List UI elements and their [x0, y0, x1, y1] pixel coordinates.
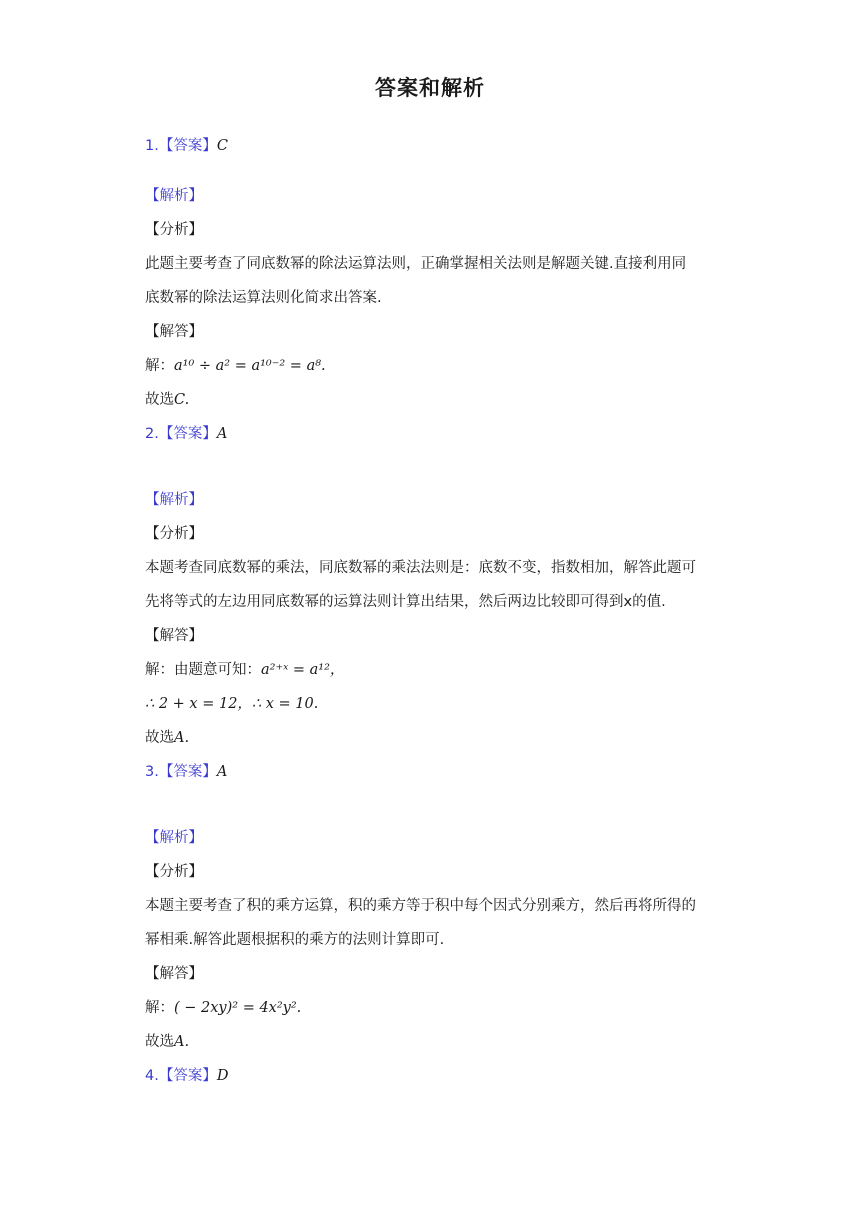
q1-conclusion [145, 390, 189, 410]
q2-conclusion-choice: A. [174, 730, 190, 746]
q2-answer: A [216, 426, 228, 442]
q3-jiexi-heading: 【解析】 [145, 830, 203, 846]
q2-jieda-heading: 【解答】 [145, 628, 203, 644]
q4-answer-tag: 【答案】 [158, 1068, 217, 1084]
q4-number: 4. [145, 1068, 159, 1084]
q1-solution-prefix: 解： [145, 358, 174, 374]
q1-jiexi-heading: 【解析】 [145, 188, 203, 204]
page-title: 答案和解析 [375, 76, 485, 100]
q1-conclusion-prefix: 故选 [145, 392, 174, 408]
q3-answer-line [145, 762, 227, 782]
q3-solution-math: ( − 2xy)² = 4x²y². [174, 1000, 302, 1016]
q1-solution-math: a¹⁰ ÷ a² = a¹⁰⁻² = a⁸. [174, 358, 326, 374]
q2-answer-tag: 【答案】 [158, 426, 217, 442]
q2-jiexi-heading: 【解析】 [145, 492, 203, 508]
q2-analysis-line-1: 本题考查同底数幂的乘法，同底数幂的乘法法则是：底数不变，指数相加，解答此题可 [145, 560, 696, 576]
q2-fenxi-heading: 【分析】 [145, 526, 203, 542]
q3-conclusion-choice: A. [174, 1034, 190, 1050]
q3-conclusion-prefix: 故选 [145, 1034, 174, 1050]
q3-answer-tag: 【答案】 [158, 764, 217, 780]
q2-analysis-line-2: 先将等式的左边用同底数幂的运算法则计算出结果，然后两边比较即可得到x的值. [145, 594, 666, 610]
q1-answer-tag: 【答案】 [158, 138, 217, 154]
q3-answer: A [216, 764, 228, 780]
q2-solution-prefix: 解：由题意可知： [145, 662, 261, 678]
q1-number: 1. [145, 138, 159, 154]
q2-solution [145, 660, 344, 680]
q3-fenxi-heading: 【分析】 [145, 864, 203, 880]
q1-fenxi-heading: 【分析】 [145, 222, 203, 238]
q1-answer: C [216, 138, 228, 154]
q3-analysis-line-1: 本题主要考查了积的乘方运算，积的乘方等于积中每个因式分别乘方，然后再将所得的 [145, 898, 696, 914]
q4-answer-line [145, 1066, 228, 1086]
q3-jieda-heading: 【解答】 [145, 966, 203, 982]
q3-solution-prefix: 解： [145, 1000, 174, 1016]
q1-analysis-line-1: 此题主要考查了同底数幂的除法运算法则，正确掌握相关法则是解题关键.直接利用同 [145, 256, 687, 272]
q1-answer-line [145, 136, 228, 156]
q3-number: 3. [145, 764, 159, 780]
q2-answer-line [145, 424, 227, 444]
q4-answer: D [216, 1068, 229, 1084]
q1-conclusion-choice: C. [174, 392, 190, 408]
q2-solution-math: a²⁺ˣ = a¹²， [261, 662, 345, 678]
q2-conclusion-prefix: 故选 [145, 730, 174, 746]
q3-conclusion [145, 1032, 189, 1052]
q2-conclusion [145, 728, 189, 748]
q3-analysis-line-2: 幂相乘.解答此题根据积的乘方的法则计算即可. [145, 932, 445, 948]
q1-solution [145, 356, 326, 376]
q1-analysis-line-2: 底数幂的除法运算法则化简求出答案. [145, 290, 382, 306]
q2-number: 2. [145, 426, 159, 442]
q1-jieda-heading: 【解答】 [145, 324, 203, 340]
q2-solution-line-2: ∴ 2 + x = 12，∴ x = 10. [145, 696, 319, 712]
q3-solution [145, 998, 301, 1018]
